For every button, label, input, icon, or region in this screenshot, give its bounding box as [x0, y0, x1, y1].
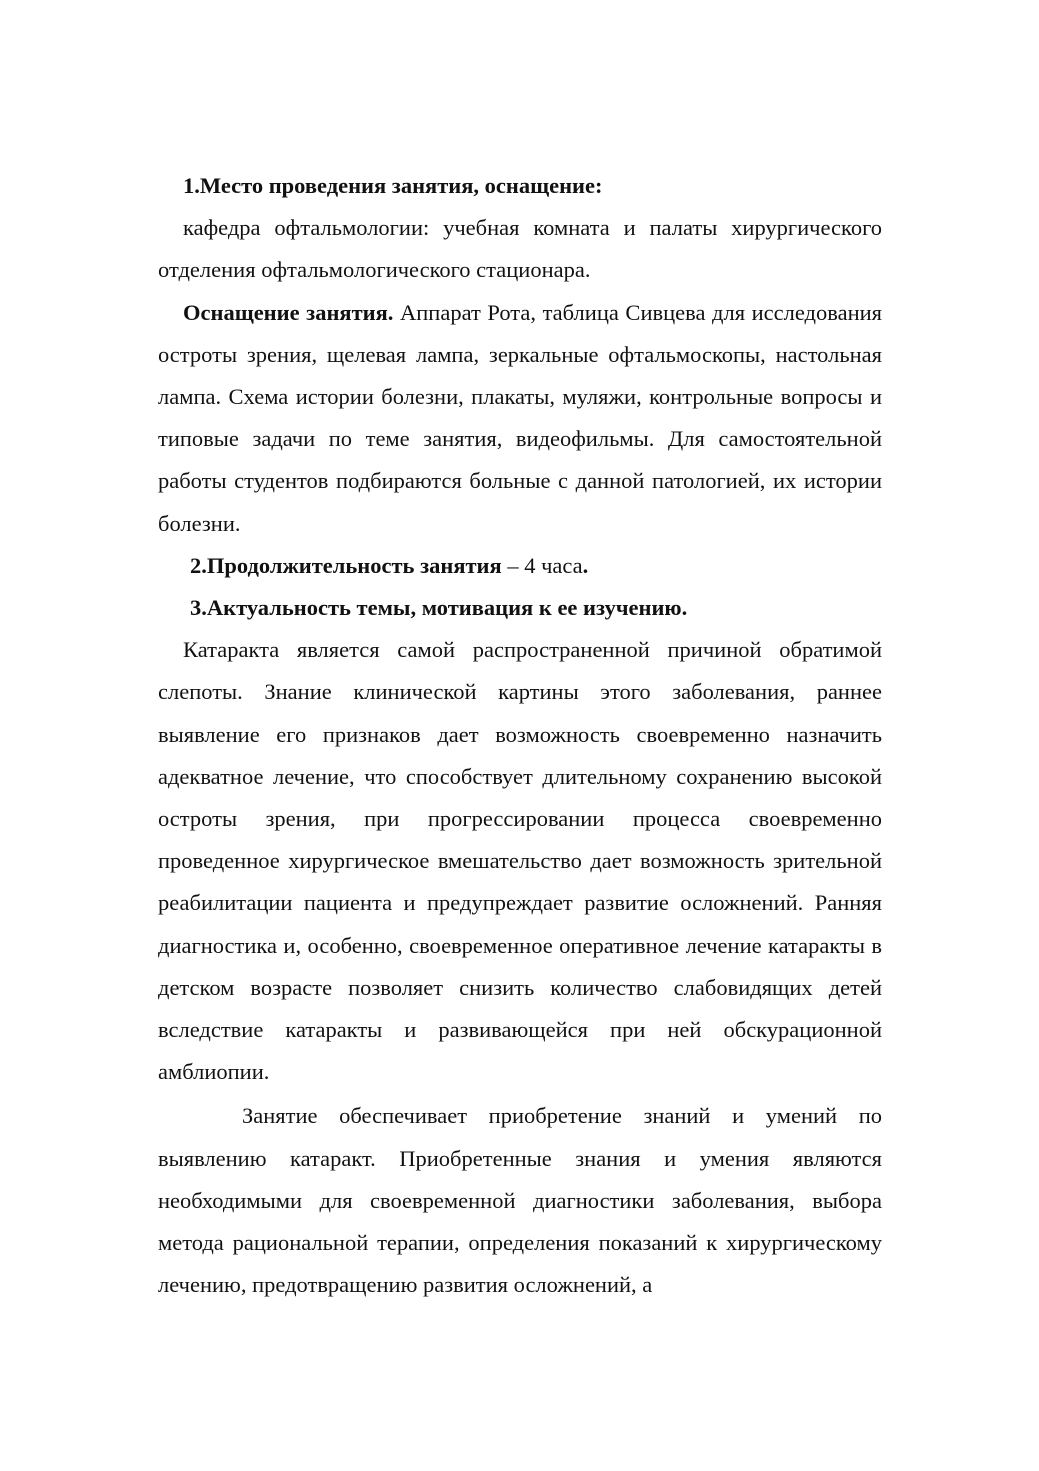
section-1-heading: 1.Место проведения занятия, оснащение:: [183, 173, 603, 198]
duration-period: .: [582, 552, 589, 578]
duration-label: 2.Продолжительность занятия: [190, 552, 502, 578]
section-3-paragraph-1: Катаракта является самой распространенной причиной обратимой слепоты. Знание клинической картины этого заболевания, раннее выявление его признаков дает возможность своевременно назначить адекватное лечение, что способствует длительному сохранению высокой остроты зрения, при прогрессировании процесса своевременно проведенное хирургическое вмешательство дает возможность зрительной реабилитации пациента и предупреждает развитие осложнений. Ранняя диагностика и, особенно, своевременное оперативное лечение катаракты в детском возрасте позволяет снизить количество слабовидящих детей вследствие катаракты и развивающейся при ней обскурационной амблиопии.: [158, 637, 882, 1085]
section-1-place-text: кафедра офтальмологии: учебная комната и палаты хирургического отделения офтальмологического стационара.: [158, 215, 882, 283]
equipment-text: Аппарат Рота, таблица Сивцева для исследования остроты зрения, щелевая лампа, зеркальные офтальмоскопы, настольная лампа. Схема истории болезни, плакаты, муляжи, контрольные вопросы и типовые задачи по теме занятия, видеофильмы. Для самостоятельной работы студентов подбираются больные с данной патологией, их истории болезни.: [158, 299, 882, 536]
section-3-heading: 3.Актуальность темы, мотивация к ее изучению.: [190, 595, 688, 621]
duration-value: – 4 часа: [501, 552, 583, 578]
section-1-equipment-paragraph: [158, 292, 882, 545]
section-3-paragraph-2: Занятие обеспечивает приобретение знаний и умений по выявлению катаракт. Приобретенные знания и умения являются необходимыми для своевременной диагностики заболевания, выбора метода рациональной терапии, определения показаний к хирургическому лечению, предотвращению развития осложнений, а: [158, 1103, 882, 1298]
section-2-paragraph: [158, 545, 882, 587]
equipment-label: Оснащение занятия.: [183, 299, 394, 325]
document-page: [158, 165, 882, 1306]
